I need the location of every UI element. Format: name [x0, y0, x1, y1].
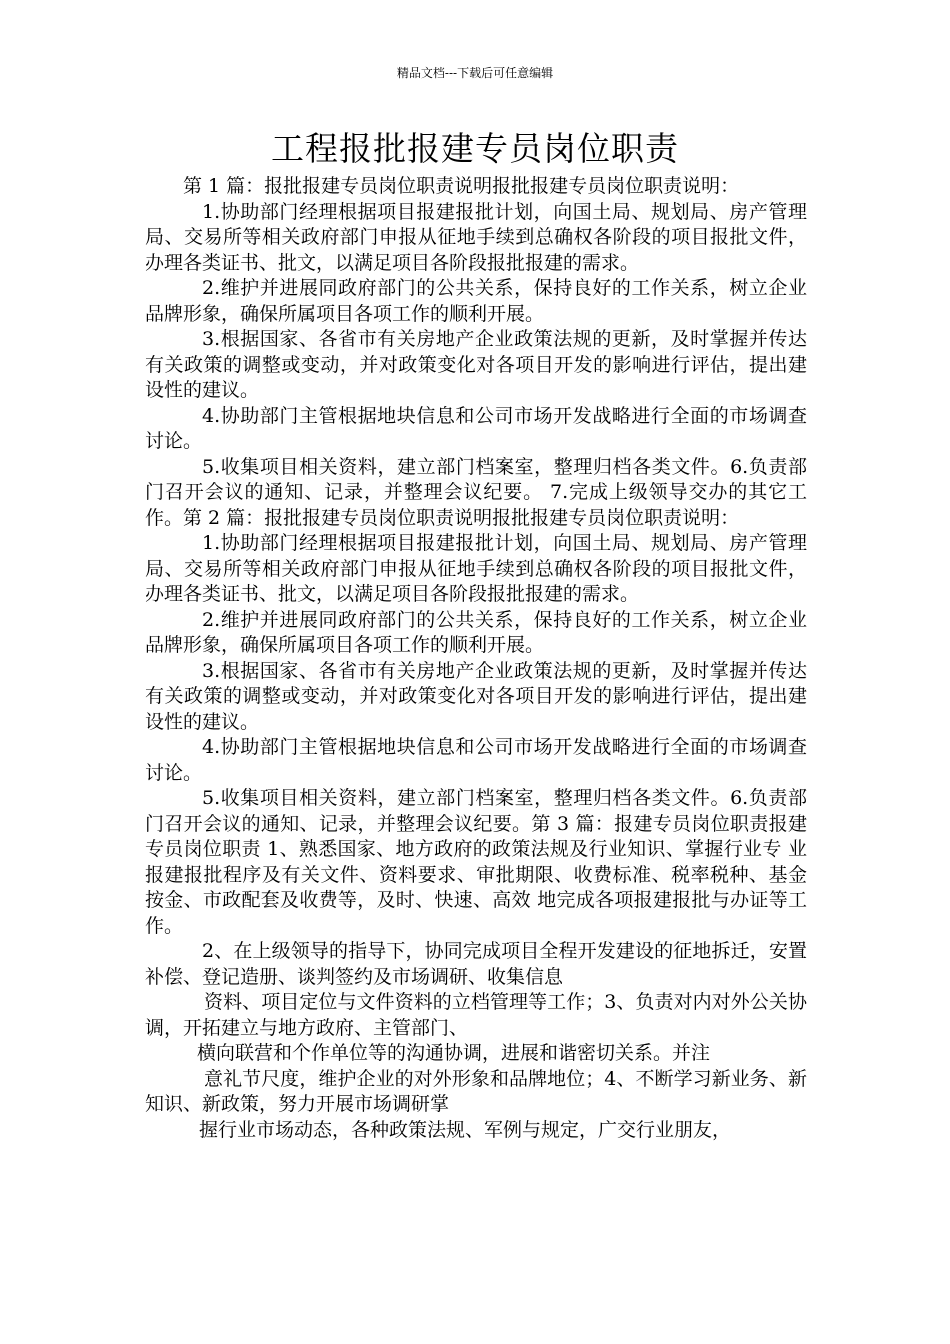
paragraph: 5.收集项目相关资料，建立部门档案室，整理归档各类文件。6.负责部门召开会议的通知、记录，并整理会议纪要。 7.完成上级领导交办的其它工作。第 2 篇：报批报建专员岗位职责说明报批报建专员岗位职责说明：: [145, 455, 807, 529]
page-header: 精品文档---下载后可任意编辑: [396, 66, 554, 80]
paragraph: 意礼节尺度，维护企业的对外形象和品牌地位；4、不断学习新业务、新知识、新政策，努力开展市场调研掌: [145, 1067, 807, 1115]
paragraph: 2.维护并进展同政府部门的公共关系，保持良好的工作关系，树立企业品牌形象，确保所属项目各项工作的顺利开展。: [145, 608, 807, 656]
paragraph: 3.根据国家、各省市有关房地产企业政策法规的更新，及时掌握并传达有关政策的调整或变动，并对政策变化对各项目开发的影响进行评估，提出建设性的建议。: [145, 659, 807, 733]
paragraph: 2.维护并进展同政府部门的公共关系，保持良好的工作关系，树立企业品牌形象，确保所属项目各项工作的顺利开展。: [145, 277, 807, 325]
document-title: 工程报批报建专员岗位职责: [271, 129, 679, 168]
paragraph: 横向联营和个作单位等的沟通协调，进展和谐密切关系。并注: [197, 1042, 711, 1064]
paragraph: 2、在上级领导的指导下，协同完成项目全程开发建设的征地拆迁，安置补偿、登记造册、谈判签约及市场调研、收集信息: [145, 940, 807, 988]
paragraph: 5.收集项目相关资料，建立部门档案室，整理归档各类文件。6.负责部门召开会议的通知、记录，并整理会议纪要。第 3 篇：报建专员岗位职责报建专员岗位职责 1、熟悉国家、地方政府的政策法规及行业知识、掌握行业专 业报建报批程序及有关文件、资料要求、审批期限、收费标准、税率税种、基金按金、市政配套及收费等，及时、快速、高效 地完成各项报建报批与办证等工作。: [145, 787, 807, 937]
paragraph: 4.协助部门主管根据地块信息和公司市场开发战略进行全面的市场调查讨论。: [145, 736, 807, 784]
paragraph: 第 1 篇：报批报建专员岗位职责说明报批报建专员岗位职责说明：: [183, 175, 740, 197]
paragraph: 1.协助部门经理根据项目报建报批计划，向国土局、规划局、房产管理局、交易所等相关政府部门申报从征地手续到总确权各阶段的项目报批文件，办理各类证书、批文，以满足项目各阶段报批报建的需求。: [145, 200, 807, 274]
paragraph: 3.根据国家、各省市有关房地产企业政策法规的更新，及时掌握并传达有关政策的调整或变动，并对政策变化对各项目开发的影响进行评估，提出建设性的建议。: [145, 328, 807, 401]
document-body: [145, 174, 807, 1143]
paragraph: 资料、项目定位与文件资料的立档管理等工作；3、负责对内对外公关协调，开拓建立与地方政府、主管部门、: [145, 991, 807, 1039]
paragraph: 握行业市场动态，各种政策法规、军例与规定，广交行业朋友，: [199, 1118, 732, 1141]
paragraph: 4.协助部门主管根据地块信息和公司市场开发战略进行全面的市场调查讨论。: [145, 404, 807, 452]
paragraph: 1.协助部门经理根据项目报建报批计划，向国土局、规划局、房产管理局、交易所等相关政府部门申报从征地手续到总确权各阶段的项目报批文件，办理各类证书、批文，以满足项目各阶段报批报建的需求。: [145, 532, 807, 605]
